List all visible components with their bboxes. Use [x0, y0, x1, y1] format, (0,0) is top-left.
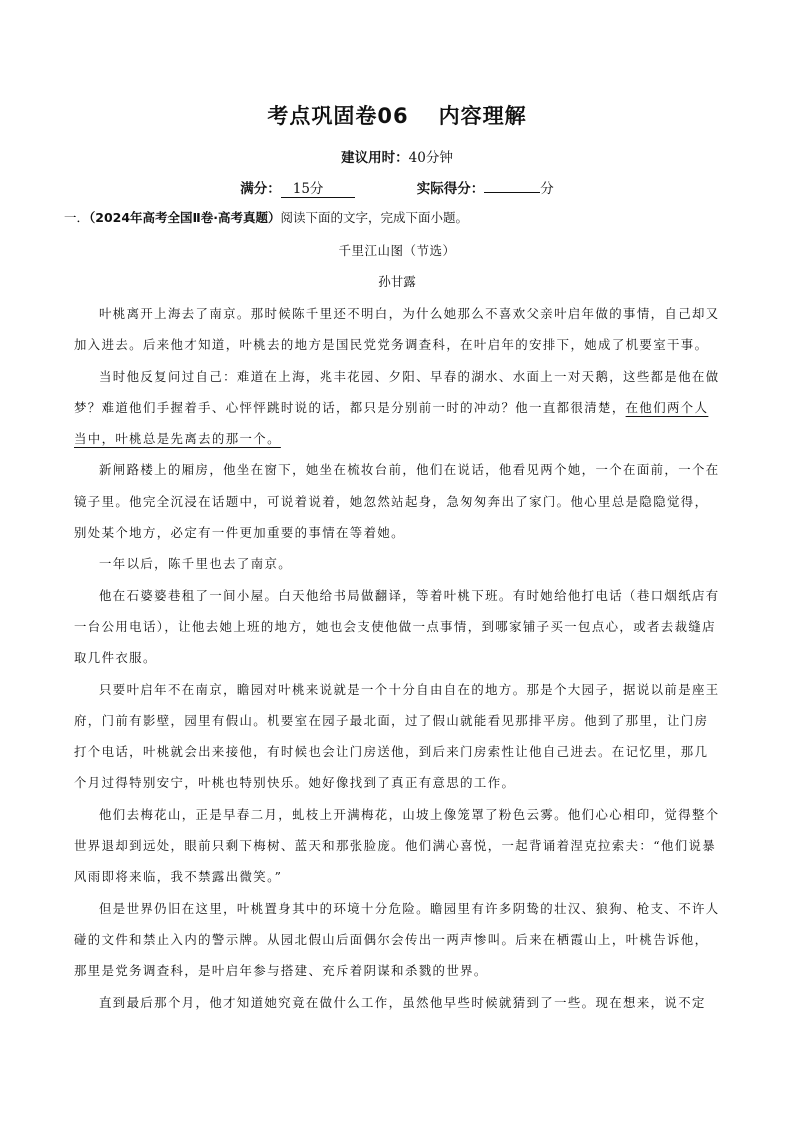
score-line: [0, 177, 794, 198]
question-instruction: 阅读下面的文字，完成下面小题。: [280, 210, 469, 225]
question-header: [64, 208, 744, 226]
actual-score-blank: [484, 192, 540, 193]
suggested-time: [0, 146, 794, 166]
full-score-value: 15分: [281, 177, 355, 198]
suggested-time-label: 建议用时：: [341, 150, 409, 166]
underlined-sentence: 在他们两个人当中，叶桃总是先离去的那一个。: [74, 399, 709, 447]
paragraph-text: 当时他反复问过自己：难道在上海，兆丰花园、夕阳、早春的湖水、水面上一对天鹅，这些都是他在做梦？难道他们手握着手、心怦怦跳时说的话，都只是分别前一时的冲动？他一直都很清楚，: [74, 368, 720, 415]
paragraph: [74, 361, 722, 455]
actual-score-unit: 分: [540, 181, 554, 197]
full-score-label: 满分：: [240, 181, 281, 197]
paragraph: 一年以后，陈千里也去了南京。: [99, 556, 293, 572]
story-title: 千里江山图（节选）: [338, 243, 456, 258]
suggested-time-value: 40分钟: [408, 150, 453, 166]
question-number: 一．: [64, 210, 90, 225]
paragraph: 他们去梅花山，正是早春二月，虬枝上开满梅花，山坡上像笼罩了粉色云雾。他们心心相印，觉得整个世界退却到远处，眼前只剩下梅树、蓝天和那张脸庞。他们满心喜悦，一起背诵着涅克拉索夫：“他们说暴风雨即将来临，我不禁露出微笑。”: [74, 806, 720, 885]
story-author: 孙甘露: [378, 274, 416, 289]
page-title: [0, 100, 794, 130]
question-source: （2024年高考全国Ⅱ卷·高考真题）: [89, 210, 281, 225]
title-part-2: 内容理解: [438, 104, 527, 128]
title-part-1: 考点巩固卷06: [267, 104, 409, 128]
paragraph: 直到最后那个月，他才知道她究竟在做什么工作，虽然他早些时候就猜到了一些。现在想来，说不定: [99, 994, 706, 1010]
paragraph: 但是世界仍旧在这里，叶桃置身其中的环境十分危险。瞻园里有许多阴鸷的壮汉、狼狗、枪支、不许人碰的文件和禁止入内的警示牌。从园北假山后面偶尔会传出一两声惨叫。后来在栖霞山上，叶桃告诉他，那里是党务调查科，是叶启年参与搭建、充斥着阴谋和杀戮的世界。: [74, 900, 720, 979]
actual-score-label: 实际得分：: [416, 181, 485, 197]
paragraph: 新闸路楼上的厢房，他坐在窗下，她坐在梳妆台前，他们在说话，他看见两个她，一个在面前，一个在镜子里。他完全沉浸在话题中，可说着说着，她忽然站起身，急匆匆奔出了家门。他心里总是隐隐觉得，别处某个地方，必定有一件更加重要的事情在等着她。: [74, 462, 720, 541]
paragraph: 他在石婆婆巷租了一间小屋。白天他给书局做翻译，等着叶桃下班。有时她给他打电话（巷口烟纸店有一台公用电话），让他去她上班的地方，她也会支使他做一点事情，到哪家铺子买一包点心，或者去裁缝店取几件衣服。: [74, 587, 720, 666]
paragraph: 叶桃离开上海去了南京。那时候陈千里还不明白，为什么她那么不喜欢父亲叶启年做的事情，自己却又加入进去。后来他才知道，叶桃去的地方是国民党党务调查科，在叶启年的安排下，她成了机要室干事。: [74, 306, 720, 353]
story-body: [74, 298, 722, 1018]
paragraph: 只要叶启年不在南京，瞻园对叶桃来说就是一个十分自由自在的地方。那是个大园子，据说以前是座王府，门前有影壁，园里有假山。机要室在园子最北面，过了假山就能看见那排平房。他到了那里，让门房打个电话，叶桃就会出来接他，有时候也会让门房送他，到后来门房索性让他自己进去。在记忆里，那几个月过得特别安宁，叶桃也特别快乐。她好像找到了真正有意思的工作。: [74, 681, 720, 791]
